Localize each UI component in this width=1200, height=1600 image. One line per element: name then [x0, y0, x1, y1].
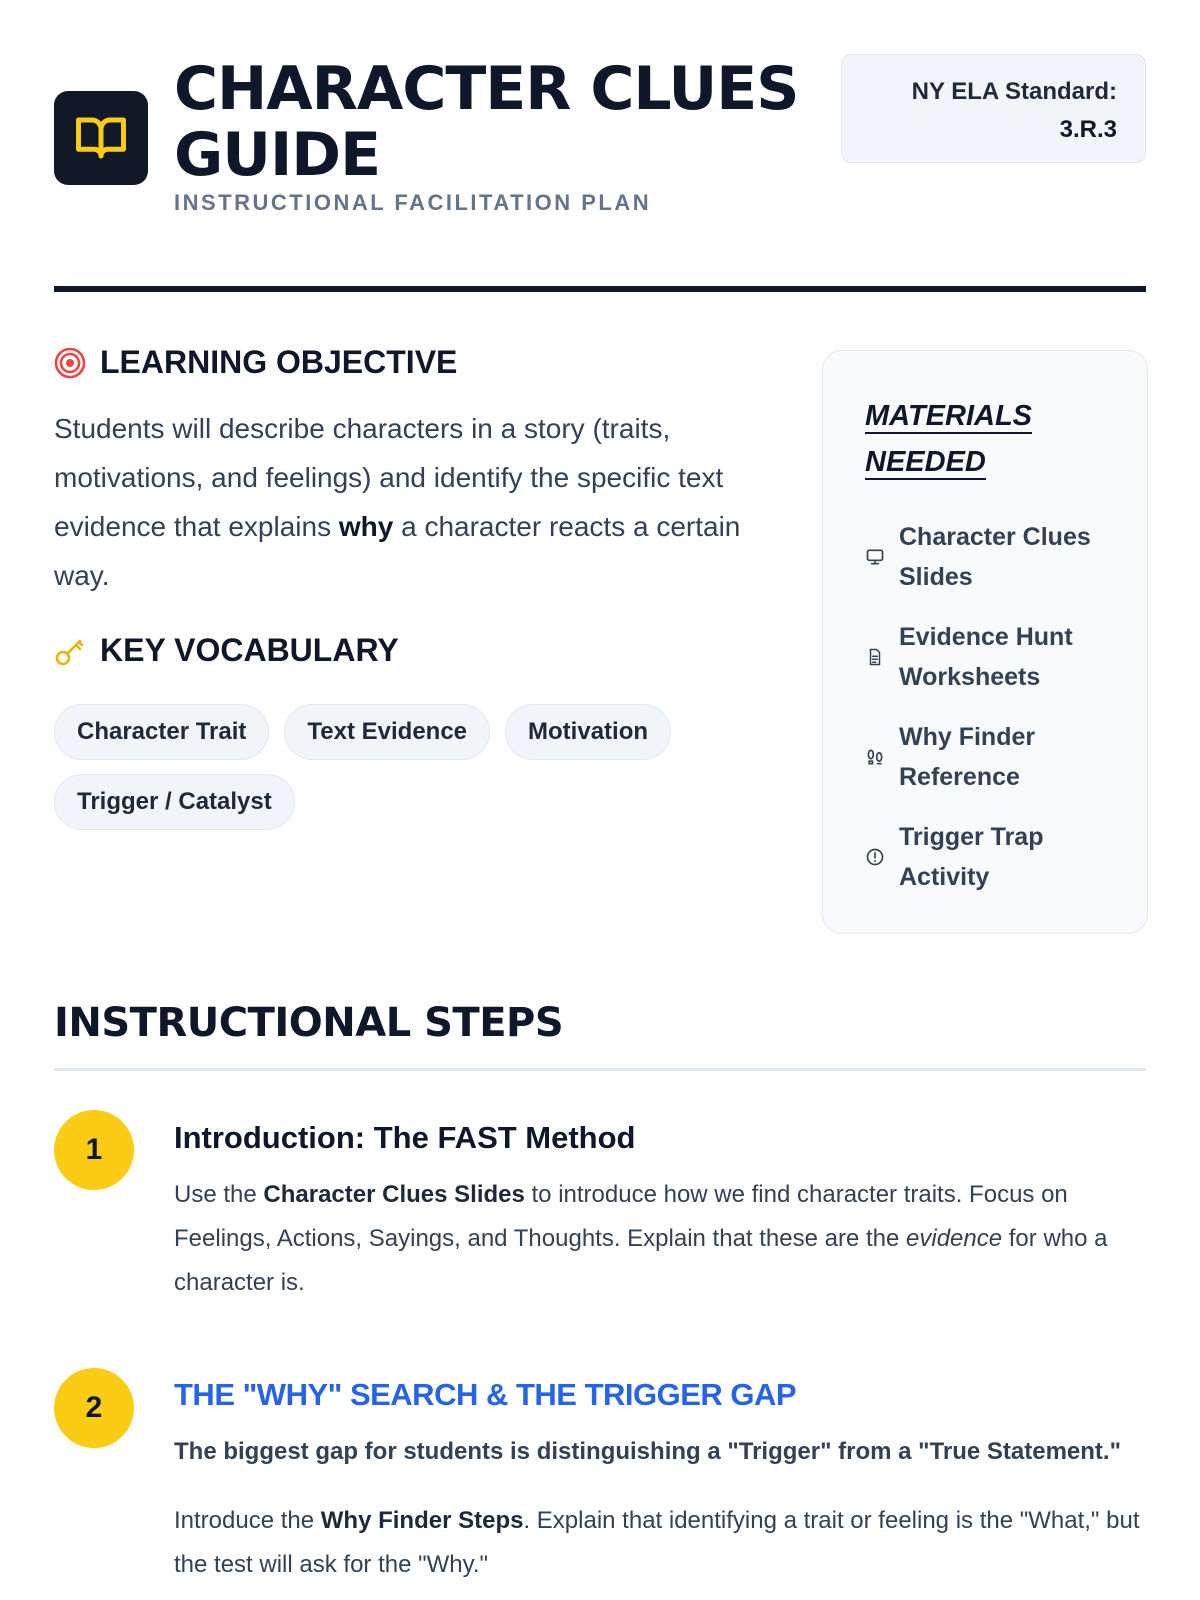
key-icon — [54, 635, 86, 667]
materials-list — [865, 507, 1117, 907]
step-text-part: . Explain that identifying a trait or feeling is the "What," but the test will ask for the "Why." — [174, 1507, 1140, 1578]
standard-value: 3.R.3 — [1059, 116, 1117, 143]
step-title: THE "WHY" SEARCH & THE TRIGGER GAP — [174, 1377, 797, 1412]
step-number-badge: 2 — [54, 1368, 134, 1448]
step-body — [174, 1368, 1146, 1587]
step-text — [174, 1499, 1146, 1587]
monitor-icon — [865, 547, 885, 567]
step-text-part: to introduce how we find character traits. Focus on Feelings, Actions, Sayings, and Thoughts. Explain that these are the — [174, 1181, 1068, 1252]
objective-text-part: a character reacts a certain way. — [54, 511, 741, 591]
materials-item-label: Evidence Hunt Worksheets — [899, 623, 1073, 691]
vocab-chip: Character Trait — [54, 704, 269, 760]
alert-circle-icon — [865, 847, 885, 867]
page-title: CHARACTER CLUES GUIDE — [174, 54, 799, 190]
open-book-icon — [74, 111, 128, 165]
step-text-part: Introduce the — [174, 1507, 321, 1534]
materials-item — [865, 507, 1117, 607]
page-header — [54, 54, 1146, 234]
standard-label: NY ELA Standard: — [911, 78, 1117, 105]
step-text-bold: Why Finder Steps — [320, 1507, 524, 1534]
vocabulary-heading — [54, 632, 399, 669]
materials-item-label: Trigger Trap Activity — [899, 823, 1044, 891]
materials-item — [865, 807, 1117, 907]
footprints-icon — [865, 747, 885, 767]
vocab-chip: Text Evidence — [284, 704, 490, 760]
step-number-badge: 1 — [54, 1110, 134, 1190]
step-text — [174, 1173, 1146, 1305]
vocab-chip: Motivation — [505, 704, 671, 760]
logo — [54, 91, 148, 185]
materials-panel — [822, 350, 1148, 934]
standard-badge — [841, 54, 1146, 163]
header-divider — [54, 286, 1146, 292]
materials-item-label: Character Clues Slides — [899, 523, 1091, 591]
objective-text-part: Students will describe characters in a story (traits, motivations, and feelings) and identify the specific text evidence that explains — [54, 413, 724, 542]
objective-heading — [54, 344, 457, 381]
steps-heading: INSTRUCTIONAL STEPS — [54, 1000, 564, 1046]
target-icon — [54, 347, 86, 379]
steps-divider — [54, 1068, 1146, 1071]
step-text-italic: evidence — [906, 1225, 1003, 1252]
step-lead: The biggest gap for students is distinguishing a "Trigger" from a "True Statement." — [174, 1438, 1121, 1465]
vocab-chip: Trigger / Catalyst — [54, 774, 295, 830]
page-subtitle: INSTRUCTIONAL FACILITATION PLAN — [174, 190, 652, 215]
materials-item — [865, 707, 1117, 807]
materials-heading-label: MATERIALS NEEDED — [865, 400, 1033, 478]
vocabulary-heading-label: KEY VOCABULARY — [100, 632, 399, 668]
objective-heading-label: LEARNING OBJECTIVE — [100, 344, 458, 380]
step-title: Introduction: The FAST Method — [174, 1120, 636, 1155]
document-icon — [865, 647, 885, 667]
step-text-part: for who a character is. — [174, 1225, 1108, 1296]
materials-item — [865, 607, 1117, 707]
step-text-bold: Character Clues Slides — [263, 1181, 525, 1208]
step-text-part: Use the — [174, 1181, 264, 1208]
materials-item-label: Why Finder Reference — [899, 723, 1036, 791]
objective-text — [54, 404, 774, 600]
vocabulary-chips — [54, 704, 774, 830]
step-body — [174, 1110, 1146, 1305]
objective-emphasis: why — [338, 511, 394, 542]
materials-heading — [865, 393, 1055, 485]
